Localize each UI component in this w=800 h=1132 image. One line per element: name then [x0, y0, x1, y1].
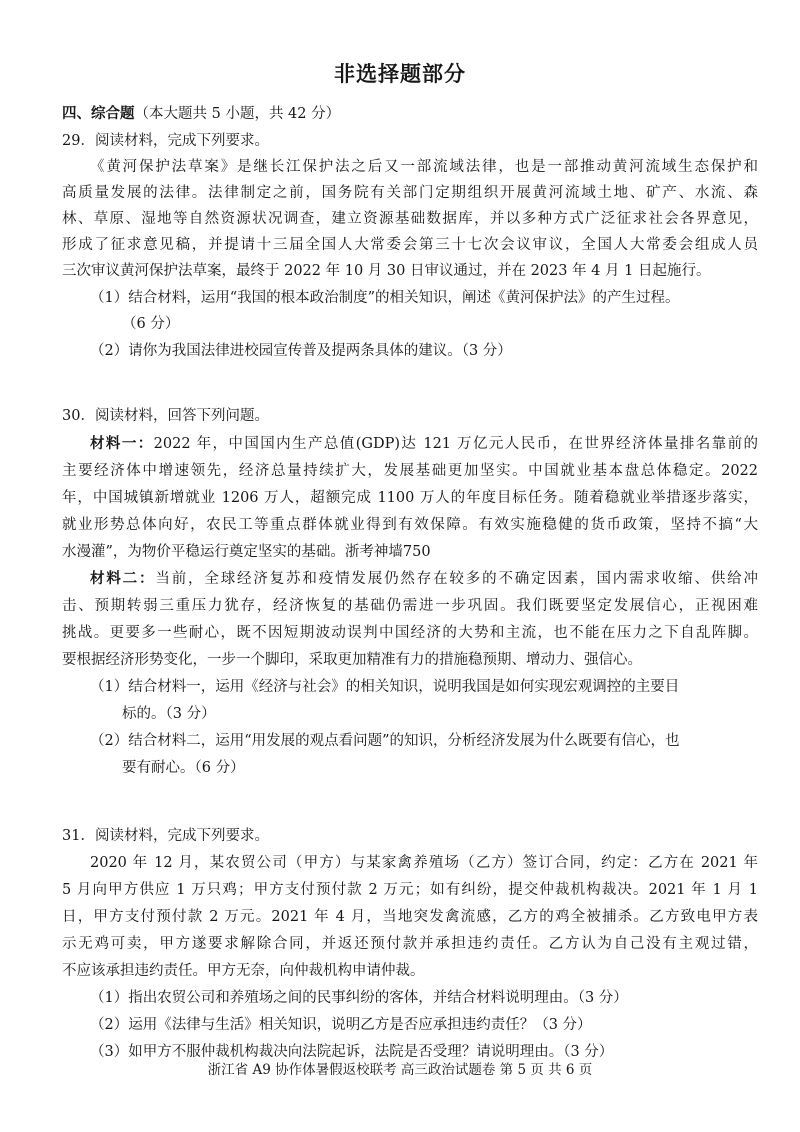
q30-sub1: （1）结合材料一，运用《经济与社会》的相关知识，说明我国是如何实现宏观调控的主要目 [90, 679, 680, 695]
page-footer: 浙江省 A9 协作体暑假返校联考 高三政治试题卷 第 5 页 共 6 页 [207, 1062, 593, 1078]
q29-material-line: 林、草原、湿地等自然资源状况调查，建立资源基础数据库，并以多种方式广泛征求社会各界意见， [62, 211, 758, 227]
q30-material1-first [90, 434, 758, 454]
q30-material1-line: 水漫灌”，为物价平稳运行奠定坚实的基础。浙考神墙750 [62, 544, 431, 560]
q29-sub1: （1）结合材料，运用“我国的根本政治制度”的相关知识，阐述《黄河保护法》的产生过程。 [90, 290, 680, 306]
q29-material-line: 形成了征求意见稿，并提请十三届全国人大常委会第三十七次会议审议，全国人大常委会组成人员 [62, 237, 758, 253]
q30-material2-line: 击、预期转弱三重压力犹存，经济恢复的基础仍需进一步巩固。我们既要坚定发展信心，正视困难 [62, 598, 758, 614]
q29-material-line: 《黄河保护法草案》是继长江保护法之后又一部流域法律，也是一部推动黄河流域生态保护和 [90, 159, 758, 175]
q30-material1-line: 就业形势总体向好，农民工等重点群体就业得到有效保障。有效实施稳健的货币政策，坚持不搞“大 [62, 517, 758, 533]
q31-sub1: （1）指出农贸公司和养殖场之间的民事纠纷的客体，并结合材料说明理由。（3 分） [90, 990, 628, 1006]
q30-material2-text: 当前，全球经济复苏和疫情发展仍然存在较多的不确定因素，国内需求收缩、供给冲 [155, 571, 759, 587]
q30-material2-line: 要根据经济形势变化，一步一个脚印，采取更加精准有力的措施稳预期、增动力、强信心。 [62, 652, 642, 668]
q31-sub2: （2）运用《法律与生活》相关知识，说明乙方是否应承担违约责任？（3 分） [90, 1017, 592, 1033]
q30-prompt: 30．阅读材料，回答下列问题。 [62, 408, 269, 424]
q29-sub1-score: （6 分） [122, 316, 180, 332]
section-header [62, 104, 340, 124]
q30-material1-label: 材料一： [90, 436, 154, 452]
q31-material-line: 日，甲方支付预付款 2 万元。2021 年 4 月，当地突发禽流感，乙方的鸡全被捕杀。乙方致电甲方表 [62, 909, 758, 925]
q30-sub2-cont: 要有耐心。（6 分） [122, 760, 245, 776]
section-note: （本大题共 5 小题，共 42 分） [134, 106, 341, 122]
q31-material-line: 示无鸡可卖，甲方遂要求解除合同，并返还预付款并承担违约责任。乙方认为自己没有主观过错， [62, 936, 758, 952]
q31-material-line: 不应该承担违约责任。甲方无奈，向仲裁机构申请仲裁。 [62, 963, 425, 979]
page-title: 非选择题部分 [334, 62, 466, 86]
q30-material1-text: 2022 年，中国国内生产总值(GDP)达 121 万亿元人民币，在世界经济体量排名靠前的 [153, 436, 758, 452]
q29-material-line: 三次审议黄河保护法草案，最终于 2022 年 10 月 30 日审议通过，并在 2023 年 4 月 1 日起施行。 [62, 263, 711, 279]
q29-prompt: 29．阅读材料，完成下列要求。 [62, 133, 269, 149]
q31-material-line: 2020 年 12 月，某农贸公司（甲方）与某家禽养殖场（乙方）签订合同，约定：乙方在 2021 年 [90, 855, 758, 871]
q29-sub2: （2）请你为我国法律进校园宣传普及提两条具体的建议。（3 分） [90, 343, 512, 359]
q30-material2-line: 挑战。更要多一些耐心，既不因短期波动误判中国经济的大势和主流，也不能在压力之下自乱阵脚。 [62, 625, 758, 641]
q30-material1-line: 年，中国城镇新增就业 1206 万人，超额完成 1100 万人的年度目标任务。随着稳就业举措逐步落实， [62, 490, 758, 506]
section-heading: 四、综合题 [62, 106, 135, 122]
q31-sub3: （3）如甲方不服仲裁机构裁决向法院起诉，法院是否受理？请说明理由。（3 分） [90, 1044, 614, 1060]
q30-material1-line: 主要经济体中增速领先，经济总量持续扩大，发展基础更加坚实。中国就业基本盘总体稳定。2022 [62, 463, 758, 479]
q30-sub2: （2）结合材料二，运用“用发展的观点看问题”的知识，分析经济发展为什么既要有信心，也 [90, 733, 680, 749]
q30-material2-label: 材料二： [90, 571, 156, 587]
q31-prompt: 31．阅读材料，完成下列要求。 [62, 828, 269, 844]
q30-material2-first [90, 569, 758, 589]
q31-material-line: 5 月向甲方供应 1 万只鸡；甲方支付预付款 2 万元；如有纠纷，提交仲裁机构裁决。2021 年 1 月 1 [62, 882, 758, 898]
q30-sub1-cont: 标的。（3 分） [122, 706, 216, 722]
q29-material-line: 高质量发展的法律。法律制定之前，国务院有关部门定期组织开展黄河流域土地、矿产、水流、森 [62, 185, 758, 201]
